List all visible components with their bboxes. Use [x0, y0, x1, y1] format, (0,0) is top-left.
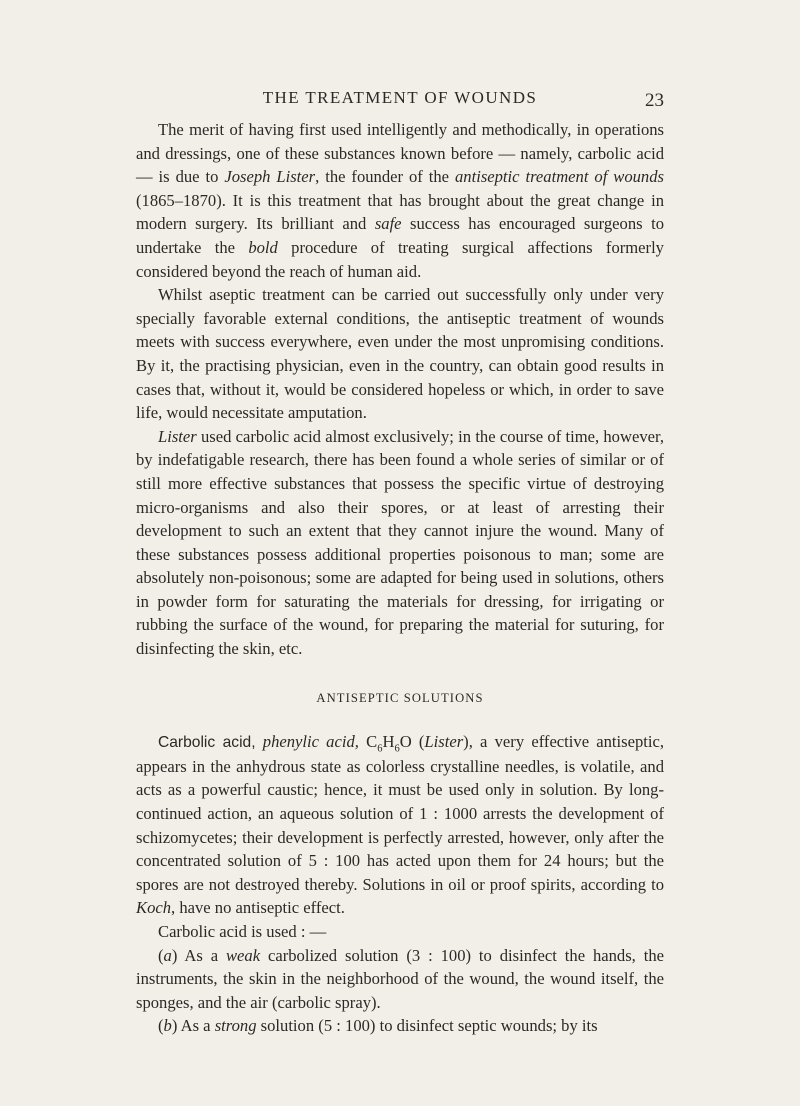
term-heading: Carbolic acid, [158, 734, 256, 752]
running-title: THE TREATMENT OF WOUNDS [262, 88, 538, 107]
page-header [0, 88, 800, 110]
person-name: Koch [136, 898, 172, 918]
emphasis: bold [248, 237, 278, 257]
emphasis: safe [374, 214, 402, 234]
person-name: Lister [158, 426, 197, 446]
person-name: Lister [424, 732, 464, 752]
paragraph-substances: Lister used carbolic acid almost exclusively; in the course of time, however, by indefatigable research, there has been found a whole series of similar or of still more effective substances that possess the specific virtue of destroying micro-organisms and also their spores, or at least of arresting their development to such an extent that they cannot injure the wound. Many of these substances possess additional properties poisonous to man; some are absolutely non-poisonous; some are adapted for being used in solutions, others in powder form for saturating the materials for dressing, for irrigating or rubbing the surface of the wound, for preparing the material for suturing, for disinfecting the skin, etc. [136, 426, 664, 659]
paragraph-aseptic: Whilst aseptic treatment can be carried out successfully only under very specially favorable external conditions, the antiseptic treatment of wounds meets with success everywhere, even under the most unpromising conditions. By it, the practising physician, even in the country, can obtain good results in cases that, without it, would be considered hopeless or which, in order to save life, would necessitate amputation. [136, 285, 664, 423]
page-body [136, 118, 664, 1038]
paragraph-lister-merit: The merit of having first used intelligently and methodically, in operations and dressings, one of these substances known before — namely, carbolic acid — is due to Joseph Lister, the founder of the antiseptic treatment of wounds (1865–1870). It is this treatment that has brought about the great change in modern surgery. Its brilliant and safe success has encouraged surgeons to undertake the bold procedure of treating surgical affections formerly considered beyond the reach of human aid. [136, 120, 664, 281]
paragraph-use-a: (a) As a weak carbolized solution (3 : 100) to disinfect the hands, the instruments, the skin in the neighborhood of the wound, the wound itself, the sponges, and the air (carbolic spray). [136, 945, 664, 1012]
emphasis: phenylic acid, [262, 732, 359, 752]
paragraph-use-b: (b) As a strong solution (5 : 100) to disinfect septic wounds; by its [158, 1016, 598, 1036]
person-name: Joseph Lister [224, 167, 316, 187]
paragraph-uses-intro: Carbolic acid is used : — [158, 922, 327, 941]
emphasis: weak [225, 945, 261, 965]
chemical-formula: $C_6H_6O$ [366, 732, 412, 755]
page-number: 23 [645, 90, 664, 111]
emphasis: strong [214, 1016, 257, 1036]
paragraph-carbolic-acid: Carbolic acid, phenylic acid, $C_6H_6O$ (Lister), a very effective antiseptic, appears in the anhydrous state as colorless crystalline needles, is volatile, and acts as a powerful caustic; hence, it must be used only in solution. By long-continued action, an aqueous solution of 1 : 1000 arrests the development of schizomycetes; their development is perfectly arrested, however, only after the concentrated solution of 5 : 100 has acted upon them for 24 hours; but the spores are not destroyed thereby. Solutions in oil or proof spirits, according to Koch, have no antiseptic effect. [136, 732, 665, 918]
section-heading: ANTISEPTIC SOLUTIONS [316, 690, 484, 705]
emphasis: antiseptic treatment of wounds [455, 167, 664, 187]
